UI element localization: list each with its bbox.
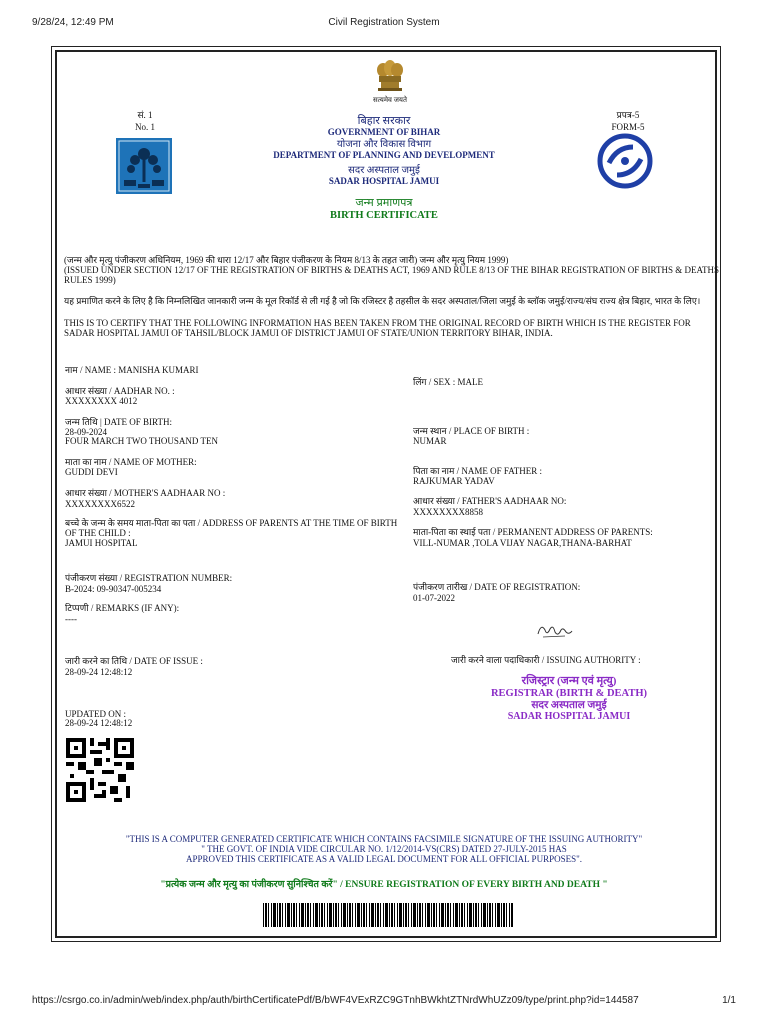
serial-no-hindi: सं. 1 xyxy=(137,110,153,120)
place-of-birth-value: NUMAR xyxy=(413,436,447,446)
barcode-icon xyxy=(263,903,513,927)
birth-address-value: JAMUI HOSPITAL xyxy=(65,538,138,548)
registrar-stamp-hospital-hindi: सदर अस्पताल जमुई xyxy=(531,700,607,711)
signature-icon xyxy=(535,620,575,642)
child-name: नाम / NAME : MANISHA KUMARI xyxy=(65,365,199,375)
print-header xyxy=(0,17,768,31)
qr-code-icon xyxy=(66,738,134,802)
hospital-name: SADAR HOSPITAL JAMUI xyxy=(328,176,440,186)
father-aadhaar-value: XXXXXXXX8858 xyxy=(413,507,483,517)
state-emblem-icon xyxy=(370,58,410,94)
computer-generated-notice: "THIS IS A COMPUTER GENERATED CERTIFICATE WHICH CONTAINS FACSIMILE SIGNATURE OF THE ISSUING AUTHORITY" xyxy=(125,834,643,844)
issuing-authority-label: जारी करने वाला पदाधिकारी / ISSUING AUTHORITY : xyxy=(451,655,641,665)
registration-date-value: 01-07-2022 xyxy=(413,593,455,603)
print-page-title: Civil Registration System xyxy=(328,17,440,28)
print-page-number: 1/1 xyxy=(722,995,736,1006)
remarks-value: ---- xyxy=(65,614,77,624)
registrar-stamp-hindi: रजिस्ट्रार (जन्म एवं मृत्यु) xyxy=(521,675,617,687)
certificate-title: BIRTH CERTIFICATE xyxy=(330,210,438,221)
mother-aadhaar-value: XXXXXXXX6522 xyxy=(65,499,135,509)
registration-number-label: पंजीकरण संख्या / REGISTRATION NUMBER: xyxy=(65,573,233,583)
birth-address-label: बच्चे के जन्म के समय माता-पिता का पता / ADDRESS OF PARENTS AT THE TIME OF BIRTH OF THE CHILD : xyxy=(65,518,398,538)
print-footer xyxy=(0,995,768,1009)
dob-value: 28-09-2024 xyxy=(65,427,107,437)
certificate-title-hindi: जन्म प्रमाणपत्र xyxy=(355,197,413,209)
certify-statement-hindi: यह प्रमाणित करने के लिए है कि निम्नलिखित जानकारी जन्म के मूल रिकॉर्ड से ली गई है जो कि रजिस्टर है तहसील के सदर अस्पताल/जिला जमुई के ब्लॉक जमुई/राज्य/संघ राज्य क्षेत्र बिहार, भारत के लिए। xyxy=(64,296,701,306)
issue-date-label: जारी करने का तिथि / DATE OF ISSUE : xyxy=(65,656,203,666)
updated-on-label: UPDATED ON : xyxy=(65,709,127,719)
dept-name: DEPARTMENT OF PLANNING AND DEVELOPMENT xyxy=(273,150,495,160)
permanent-address-value: VILL-NUMAR ,TOLA VIJAY NAGAR,THANA-BARHAT xyxy=(413,538,632,548)
govt-name: GOVERNMENT OF BIHAR xyxy=(327,127,441,137)
sex: लिंग / SEX : MALE xyxy=(413,377,484,387)
dob-label: जन्म तिथि | DATE OF BIRTH: xyxy=(65,417,172,427)
issue-act: (ISSUED UNDER SECTION 12/17 OF THE REGISTRATION OF BIRTHS & DEATHS ACT, 1969 AND RULE 8/13 OF THE BIHAR REGISTRATION OF BIRTHS & DEATHS RULES 1999) xyxy=(64,265,719,285)
dob-words: FOUR MARCH TWO THOUSAND TEN xyxy=(65,436,219,446)
print-datetime: 9/28/24, 12:49 PM xyxy=(32,17,114,28)
hospital-name-hindi: सदर अस्पताल जमुई xyxy=(348,165,420,176)
print-url: https://csrgo.co.in/admin/web/index.php/auth/birthCertificatePdf/B/bWF4VExRZC9GTnhBWkhtZTNrdWhUZz09/type/print.php?id=144587 xyxy=(32,995,639,1006)
registrar-stamp: REGISTRAR (BIRTH & DEATH) xyxy=(490,688,648,699)
emblem-motto: सत्यमेव जयते xyxy=(373,96,407,104)
permanent-address-label: माता-पिता का स्थाई पता / PERMANENT ADDRESS OF PARENTS: xyxy=(413,527,653,537)
place-of-birth-label: जन्म स्थान / PLACE OF BIRTH : xyxy=(413,426,530,436)
updated-on-value: 28-09-24 12:48:12 xyxy=(65,718,133,728)
aadhar-label: आधार संख्या / AADHAR NO. : xyxy=(65,386,175,396)
registrar-stamp-hospital: SADAR HOSPITAL JAMUI xyxy=(507,711,631,722)
certify-statement: THIS IS TO CERTIFY THAT THE FOLLOWING INFORMATION HAS BEEN TAKEN FROM THE ORIGINAL RECORD OF BIRTH WHICH IS THE REGISTER FOR SADAR HOSPITAL JAMUI OF TAHSIL/BLOCK JAMUI OF DISTRICT JAMUI OF STATE/UNION TERRITORY BIHAR, INDIA. xyxy=(64,318,691,338)
remarks-label: टिप्पणी / REMARKS (IF ANY): xyxy=(65,603,180,613)
mother-aadhaar-label: आधार संख्या / MOTHER'S AADHAAR NO : xyxy=(65,488,226,498)
govt-name-hindi: बिहार सरकार xyxy=(357,115,411,127)
mother-name-value: GUDDI DEVI xyxy=(65,467,118,477)
father-aadhaar-label: आधार संख्या / FATHER'S AADHAAR NO: xyxy=(413,496,567,506)
bihar-govt-logo-icon xyxy=(116,138,172,194)
registration-date-label: पंजीकरण तारीख / DATE OF REGISTRATION: xyxy=(413,582,581,592)
registration-number-value: B-2024: 09-90347-005234 xyxy=(65,584,162,594)
govt-circular-notice: " THE GOVT. OF INDIA VIDE CIRCULAR NO. 1/12/2014-VS(CRS) DATED 27-JULY-2015 HAS xyxy=(201,844,567,854)
legal-document-notice: APPROVED THIS CERTIFICATE AS A VALID LEGAL DOCUMENT FOR ALL OFFICIAL PURPOSES". xyxy=(185,854,583,864)
form-no: FORM-5 xyxy=(611,122,645,132)
aadhar-value: XXXXXXXX 4012 xyxy=(65,396,138,406)
dept-name-hindi: योजना और विकास विभाग xyxy=(336,139,432,150)
issue-date-value: 28-09-24 12:48:12 xyxy=(65,667,133,677)
registration-slogan: "प्रत्येक जन्म और मृत्यु का पंजीकरण सुनिश्चित करें" / ENSURE REGISTRATION OF EVERY BIRTH AND DEATH " xyxy=(160,880,608,890)
crs-logo-icon xyxy=(597,133,653,189)
form-no-hindi: प्रपत्र-5 xyxy=(616,110,640,120)
serial-no: No. 1 xyxy=(135,122,155,132)
father-name-label: पिता का नाम / NAME OF FATHER : xyxy=(413,466,542,476)
mother-name-label: माता का नाम / NAME OF MOTHER: xyxy=(65,457,197,467)
father-name-value: RAJKUMAR YADAV xyxy=(413,476,495,486)
issue-act-hindi: (जन्म और मृत्यु पंजीकरण अधिनियम, 1969 की धारा 12/17 और बिहार पंजीकरण के नियम 8/13 के तहत जारी) जन्म और मृत्यु नियम 1999) xyxy=(64,255,509,265)
